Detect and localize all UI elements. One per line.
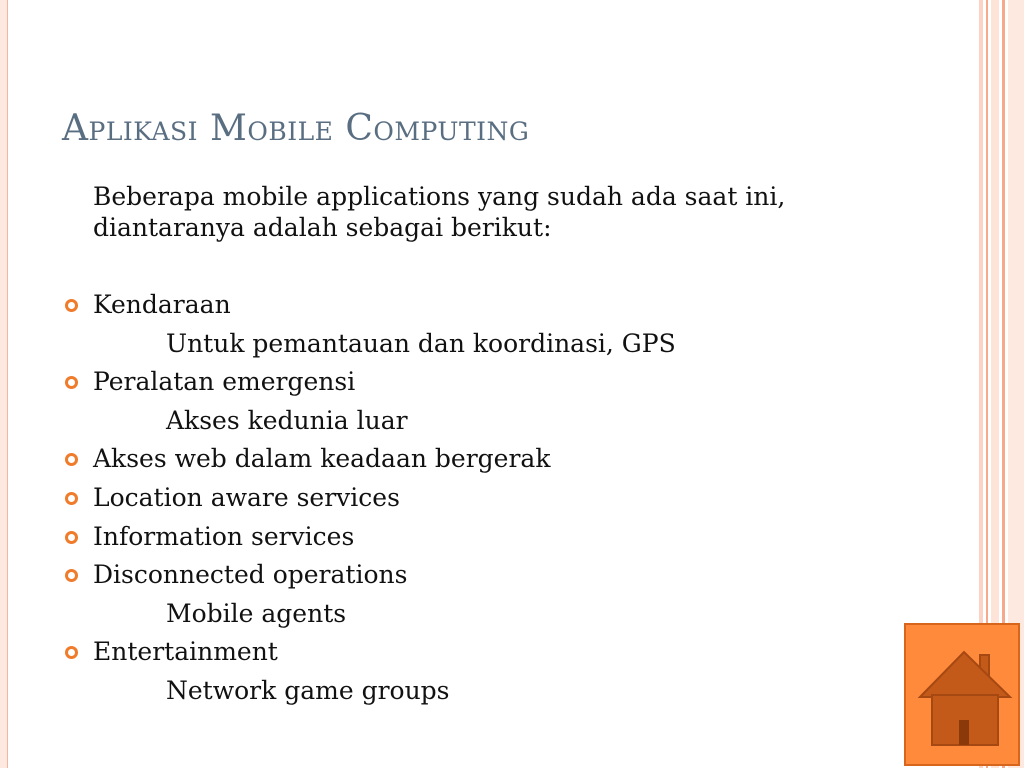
- list-item-text: Mobile agents: [166, 598, 347, 628]
- bullet-icon: [65, 569, 78, 582]
- sub-list-item: [62, 402, 902, 441]
- list-item-text: Akses kedunia luar: [166, 405, 408, 435]
- list-item-text: Kendaraan: [93, 290, 231, 319]
- list-item: [62, 518, 902, 557]
- list-item-text: Location aware services: [93, 482, 400, 512]
- list-item-text: Akses web dalam keadaan bergerak: [93, 444, 551, 474]
- list-item-text: Peralatan emergensi: [93, 367, 356, 397]
- sub-list-item: [62, 595, 902, 634]
- list-item: [62, 556, 902, 595]
- left-border-stripe: [0, 0, 8, 768]
- bullet-list: [62, 286, 902, 711]
- list-item-text: Disconnected operations: [93, 560, 408, 590]
- home-button[interactable]: [904, 623, 1020, 766]
- home-icon: [906, 625, 1018, 764]
- list-item: [62, 440, 902, 479]
- intro-text: Beberapa mobile applications yang sudah ada saat ini, diantaranya adalah sebagai berikut:: [93, 182, 786, 242]
- bullet-icon: [65, 299, 78, 312]
- list-item: [62, 479, 902, 518]
- bullet-icon: [65, 531, 78, 544]
- list-item-text: Untuk pemantauan dan koordinasi, GPS: [166, 328, 676, 358]
- list-item-text: Network game groups: [166, 675, 450, 705]
- sub-list-item: [62, 672, 902, 711]
- list-item-text: Information services: [93, 521, 355, 551]
- bullet-icon: [65, 492, 78, 505]
- list-item: [62, 363, 902, 402]
- bullet-icon: [65, 376, 78, 389]
- bullet-icon: [65, 453, 78, 466]
- bullet-icon: [65, 646, 78, 659]
- list-item: [62, 633, 902, 672]
- list-item: [62, 286, 902, 325]
- slide-title: Aplikasi Mobile Computing: [62, 108, 530, 149]
- sub-list-item: [62, 325, 902, 364]
- list-item-text: Entertainment: [93, 637, 278, 667]
